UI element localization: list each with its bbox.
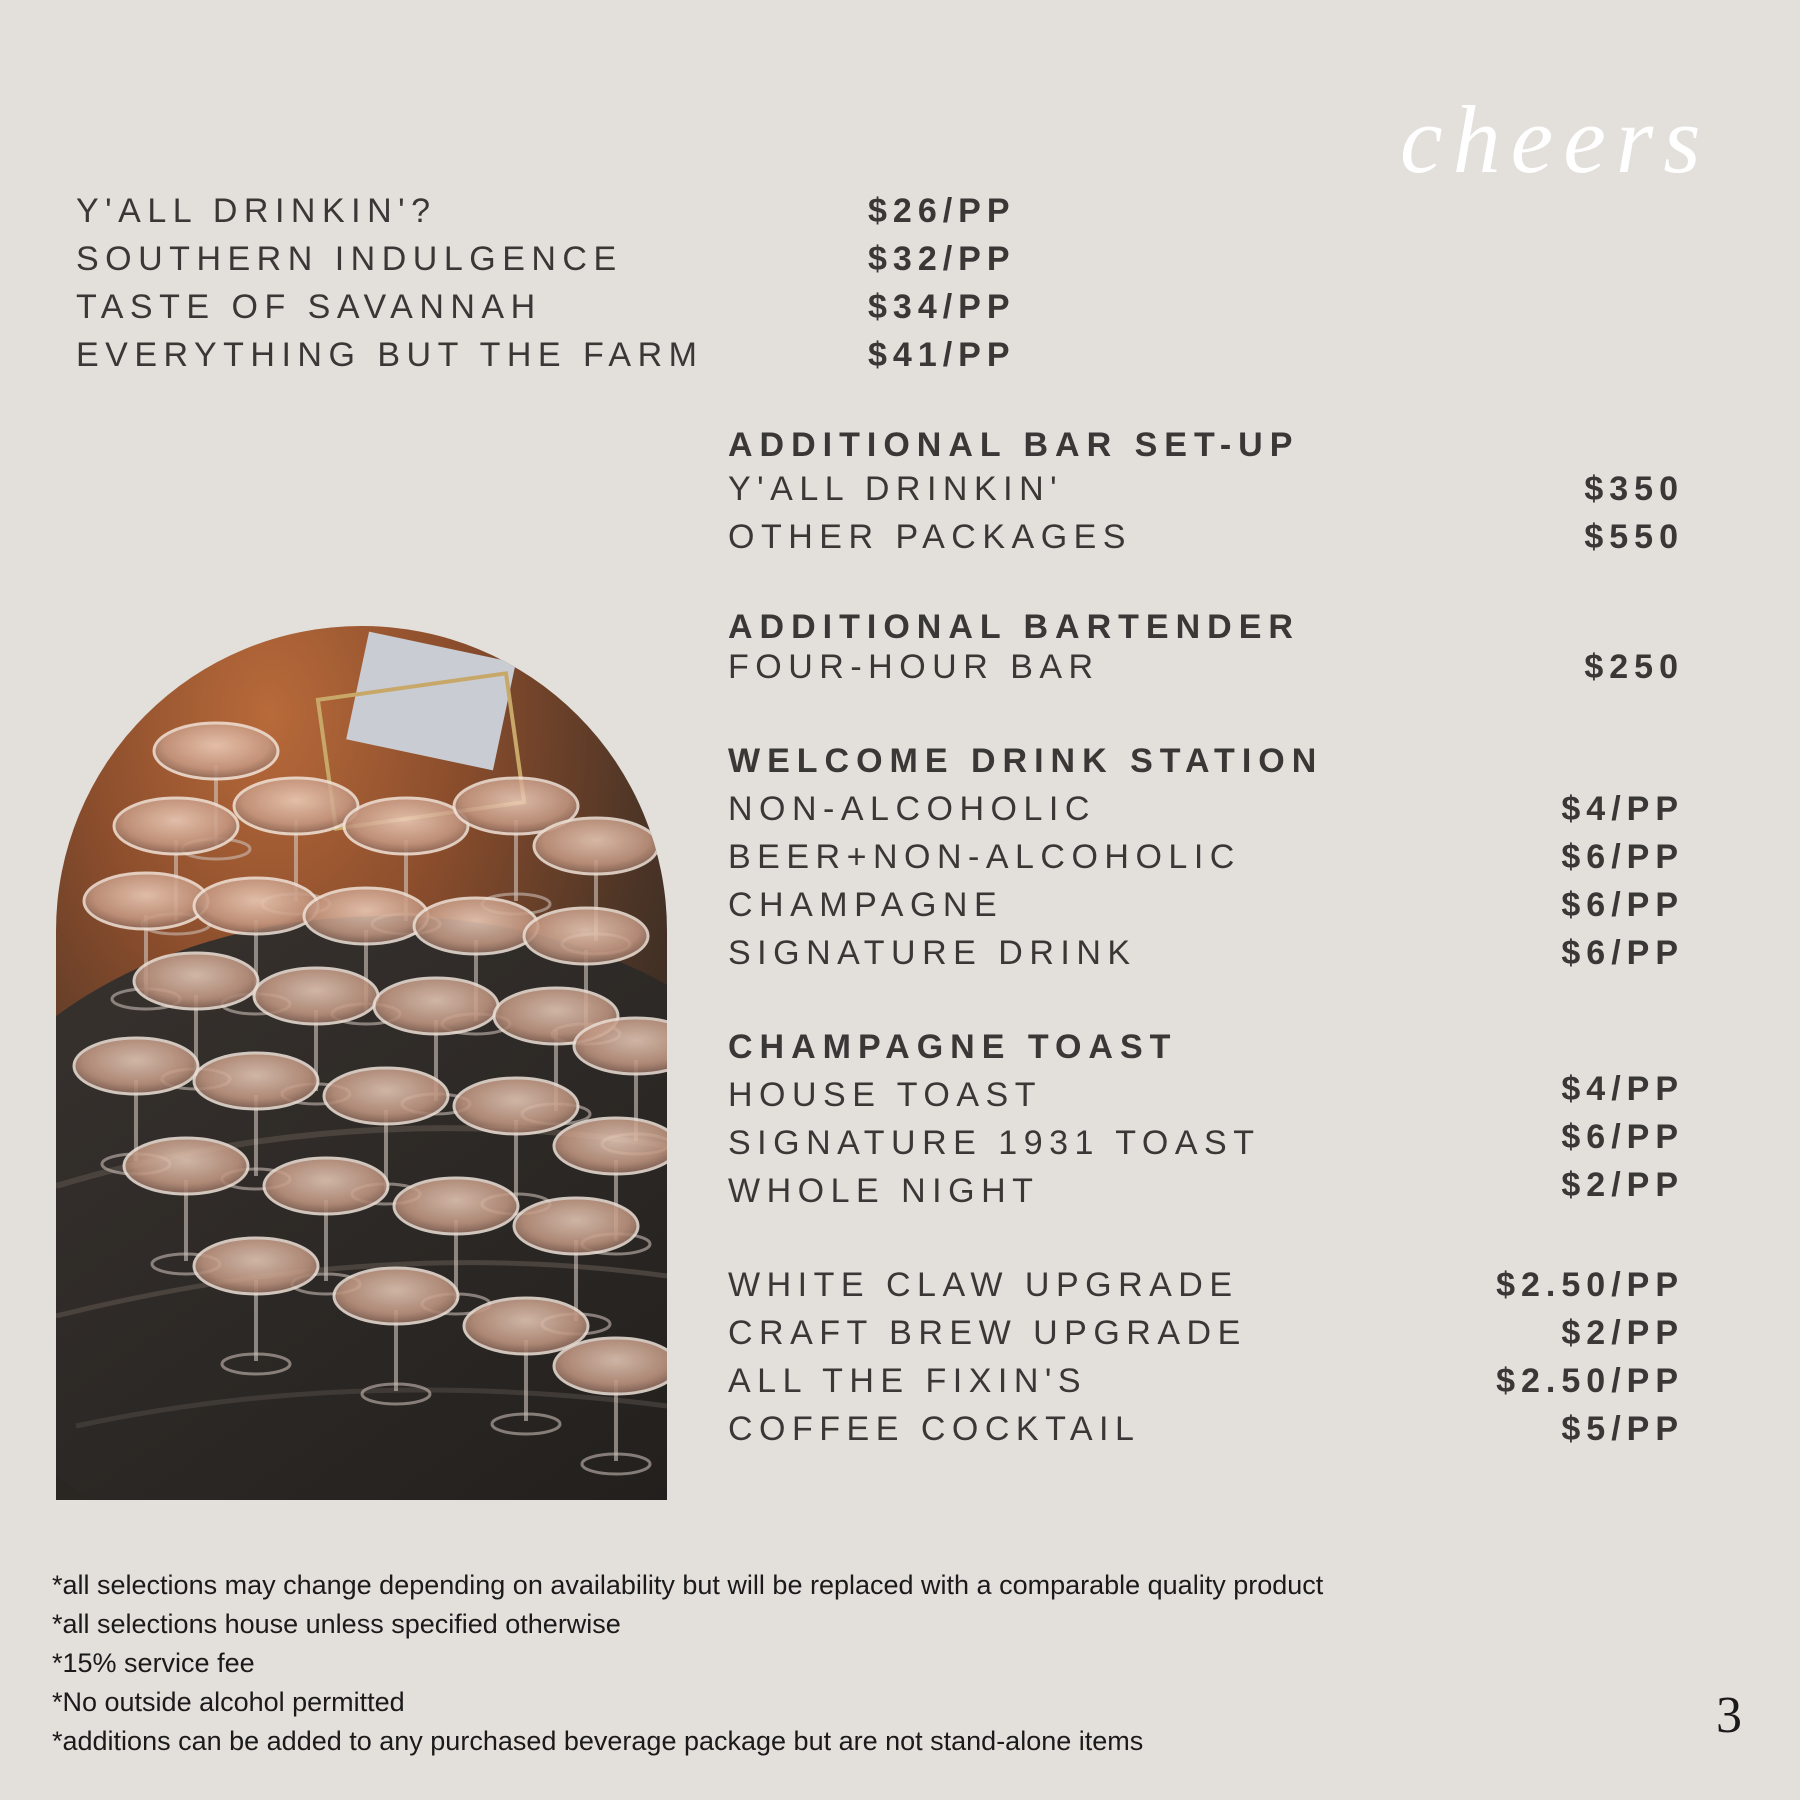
toast-item-price: $4/PP (1561, 1070, 1684, 1108)
welcome-item-price: $6/PP (1561, 838, 1684, 876)
package-name: TASTE OF SAVANNAH (76, 288, 542, 326)
bar-setup-item-price: $350 (1584, 470, 1684, 508)
upgrade-item-price: $2.50/PP (1496, 1362, 1684, 1400)
package-name: Y'ALL DRINKIN'? (76, 192, 437, 230)
footnote: *all selections house unless specified otherwise (52, 1609, 621, 1639)
welcome-item-price: $6/PP (1561, 934, 1684, 972)
upgrade-item-name: ALL THE FIXIN'S (728, 1362, 1088, 1400)
champagne-coupes-photo (56, 626, 667, 1500)
package-name: SOUTHERN INDULGENCE (76, 240, 623, 278)
package-price: $32/PP (868, 240, 1016, 278)
bartender-heading: ADDITIONAL BARTENDER (728, 608, 1300, 646)
bar-setup-heading: ADDITIONAL BAR SET-UP (728, 426, 1300, 464)
welcome-item-name: BEER+NON-ALCOHOLIC (728, 838, 1241, 876)
package-price: $41/PP (868, 336, 1016, 374)
welcome-item-price: $4/PP (1561, 790, 1684, 828)
upgrade-item-price: $5/PP (1561, 1410, 1684, 1448)
bar-setup-item-name: Y'ALL DRINKIN' (728, 470, 1064, 508)
footnote: *all selections may change depending on availability but will be replaced with a comparable quality product (52, 1570, 1324, 1600)
package-price: $34/PP (868, 288, 1016, 326)
footnote: *No outside alcohol permitted (52, 1687, 405, 1717)
toast-item-name: HOUSE TOAST (728, 1076, 1042, 1114)
welcome-item-name: NON-ALCOHOLIC (728, 790, 1096, 828)
cheers-script-title: cheers (1400, 86, 1711, 193)
welcome-item-name: CHAMPAGNE (728, 886, 1004, 924)
welcome-heading: WELCOME DRINK STATION (728, 742, 1324, 780)
upgrade-item-name: WHITE CLAW UPGRADE (728, 1266, 1239, 1304)
upgrade-item-price: $2/PP (1561, 1314, 1684, 1352)
upgrade-item-name: CRAFT BREW UPGRADE (728, 1314, 1247, 1352)
package-price: $26/PP (868, 192, 1016, 230)
upgrade-item-price: $2.50/PP (1496, 1266, 1684, 1304)
page-number: 3 (1716, 1687, 1742, 1744)
toast-item-name: WHOLE NIGHT (728, 1172, 1040, 1210)
upgrade-item-name: COFFEE COCKTAIL (728, 1410, 1141, 1448)
toast-item-price: $2/PP (1561, 1166, 1684, 1204)
bartender-item-price: $250 (1584, 648, 1684, 686)
toast-item-name: SIGNATURE 1931 TOAST (728, 1124, 1261, 1162)
welcome-item-name: SIGNATURE DRINK (728, 934, 1137, 972)
bar-setup-item-price: $550 (1584, 518, 1684, 556)
welcome-item-price: $6/PP (1561, 886, 1684, 924)
toast-heading: CHAMPAGNE TOAST (728, 1028, 1178, 1066)
footnote: *additions can be added to any purchased beverage package but are not stand-alone items (52, 1726, 1144, 1756)
footnote: *15% service fee (52, 1648, 255, 1678)
bartender-item-name: FOUR-HOUR BAR (728, 648, 1100, 686)
toast-item-price: $6/PP (1561, 1118, 1684, 1156)
bar-setup-item-name: OTHER PACKAGES (728, 518, 1132, 556)
package-name: EVERYTHING BUT THE FARM (76, 336, 704, 374)
